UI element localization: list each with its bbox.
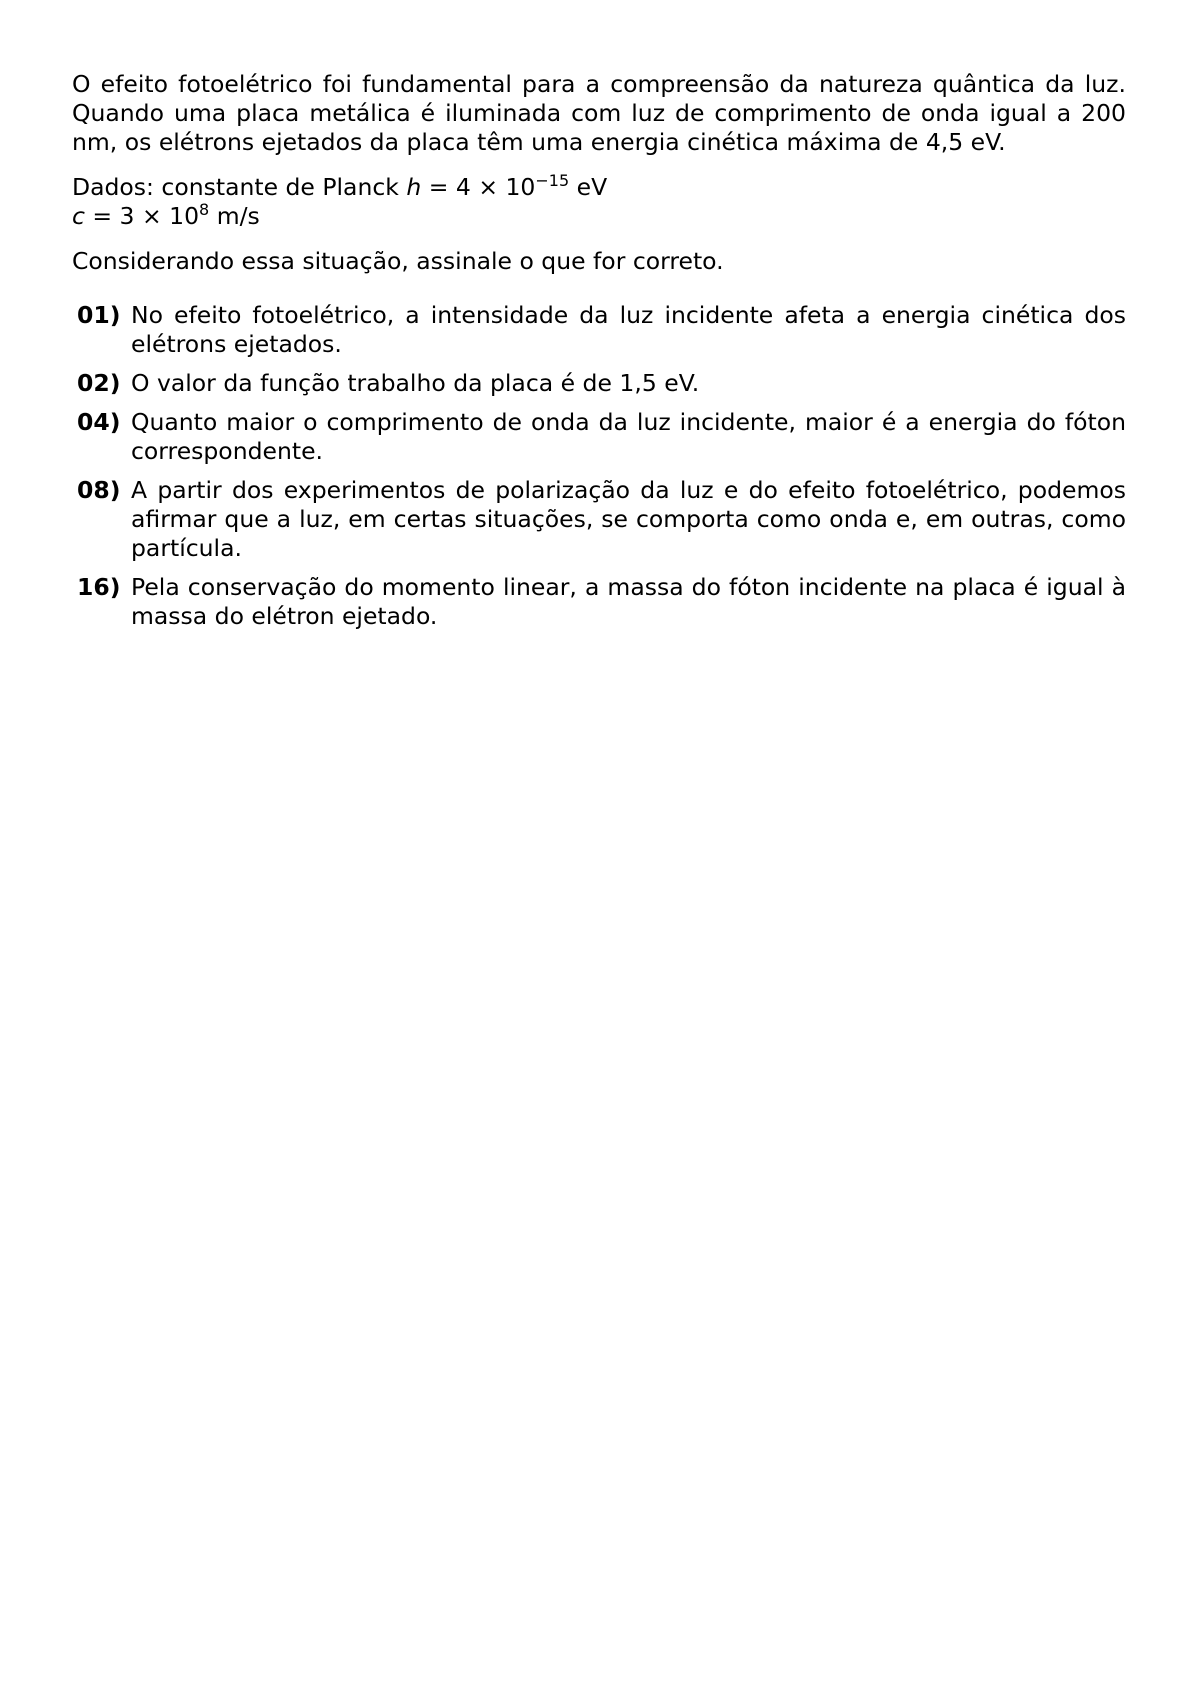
option-02	[72, 369, 1126, 398]
answer-options	[72, 301, 1126, 631]
question-instruction: Considerando essa situação, assinale o que for correto.	[72, 247, 724, 275]
planck-value: = 4 × 10	[421, 173, 536, 201]
planck-prefix: Dados: constante de Planck	[72, 173, 407, 201]
option-number: 04)	[77, 408, 121, 436]
option-text: Pela conservação do momento linear, a massa do fóton incidente na placa é igual à massa do elétron ejetado.	[131, 573, 1126, 630]
option-16	[72, 573, 1126, 631]
option-01	[72, 301, 1126, 359]
light-speed-symbol: c	[72, 202, 85, 230]
option-08	[72, 476, 1126, 563]
light-speed-line	[72, 202, 1126, 231]
option-number: 08)	[77, 476, 121, 504]
light-speed-value: = 3 × 10	[84, 202, 200, 230]
question-intro: O efeito fotoelétrico foi fundamental para a compreensão da natureza quântica da luz. Quando uma placa metálica é iluminada com luz de comprimento de onda igual a 200 nm, os elétrons ejetados da placa têm uma energia cinética máxima de 4,5 eV.	[72, 70, 1126, 156]
option-text: A partir dos experimentos de polarização da luz e do efeito fotoelétrico, podemos afirmar que a luz, em certas situações, se comporta como onda e, em outras, como partícula.	[131, 476, 1126, 562]
option-text: Quanto maior o comprimento de onda da luz incidente, maior é a energia do fóton correspondente.	[131, 408, 1126, 465]
planck-exponent: −15	[535, 171, 570, 191]
option-04	[72, 408, 1126, 466]
option-number: 16)	[77, 573, 121, 601]
planck-unit: eV	[569, 173, 608, 201]
option-text: No efeito fotoelétrico, a intensidade da luz incidente afeta a energia cinética dos elétrons ejetados.	[131, 301, 1126, 358]
planck-symbol: h	[406, 173, 422, 201]
light-speed-unit: m/s	[209, 202, 260, 230]
option-number: 02)	[77, 369, 121, 397]
option-text: O valor da função trabalho da placa é de 1,5 eV.	[131, 369, 700, 397]
planck-constant-line	[72, 173, 1126, 202]
given-data	[72, 173, 1126, 231]
light-speed-exponent: 8	[199, 200, 210, 220]
option-number: 01)	[77, 301, 121, 329]
question-page	[72, 70, 1126, 641]
